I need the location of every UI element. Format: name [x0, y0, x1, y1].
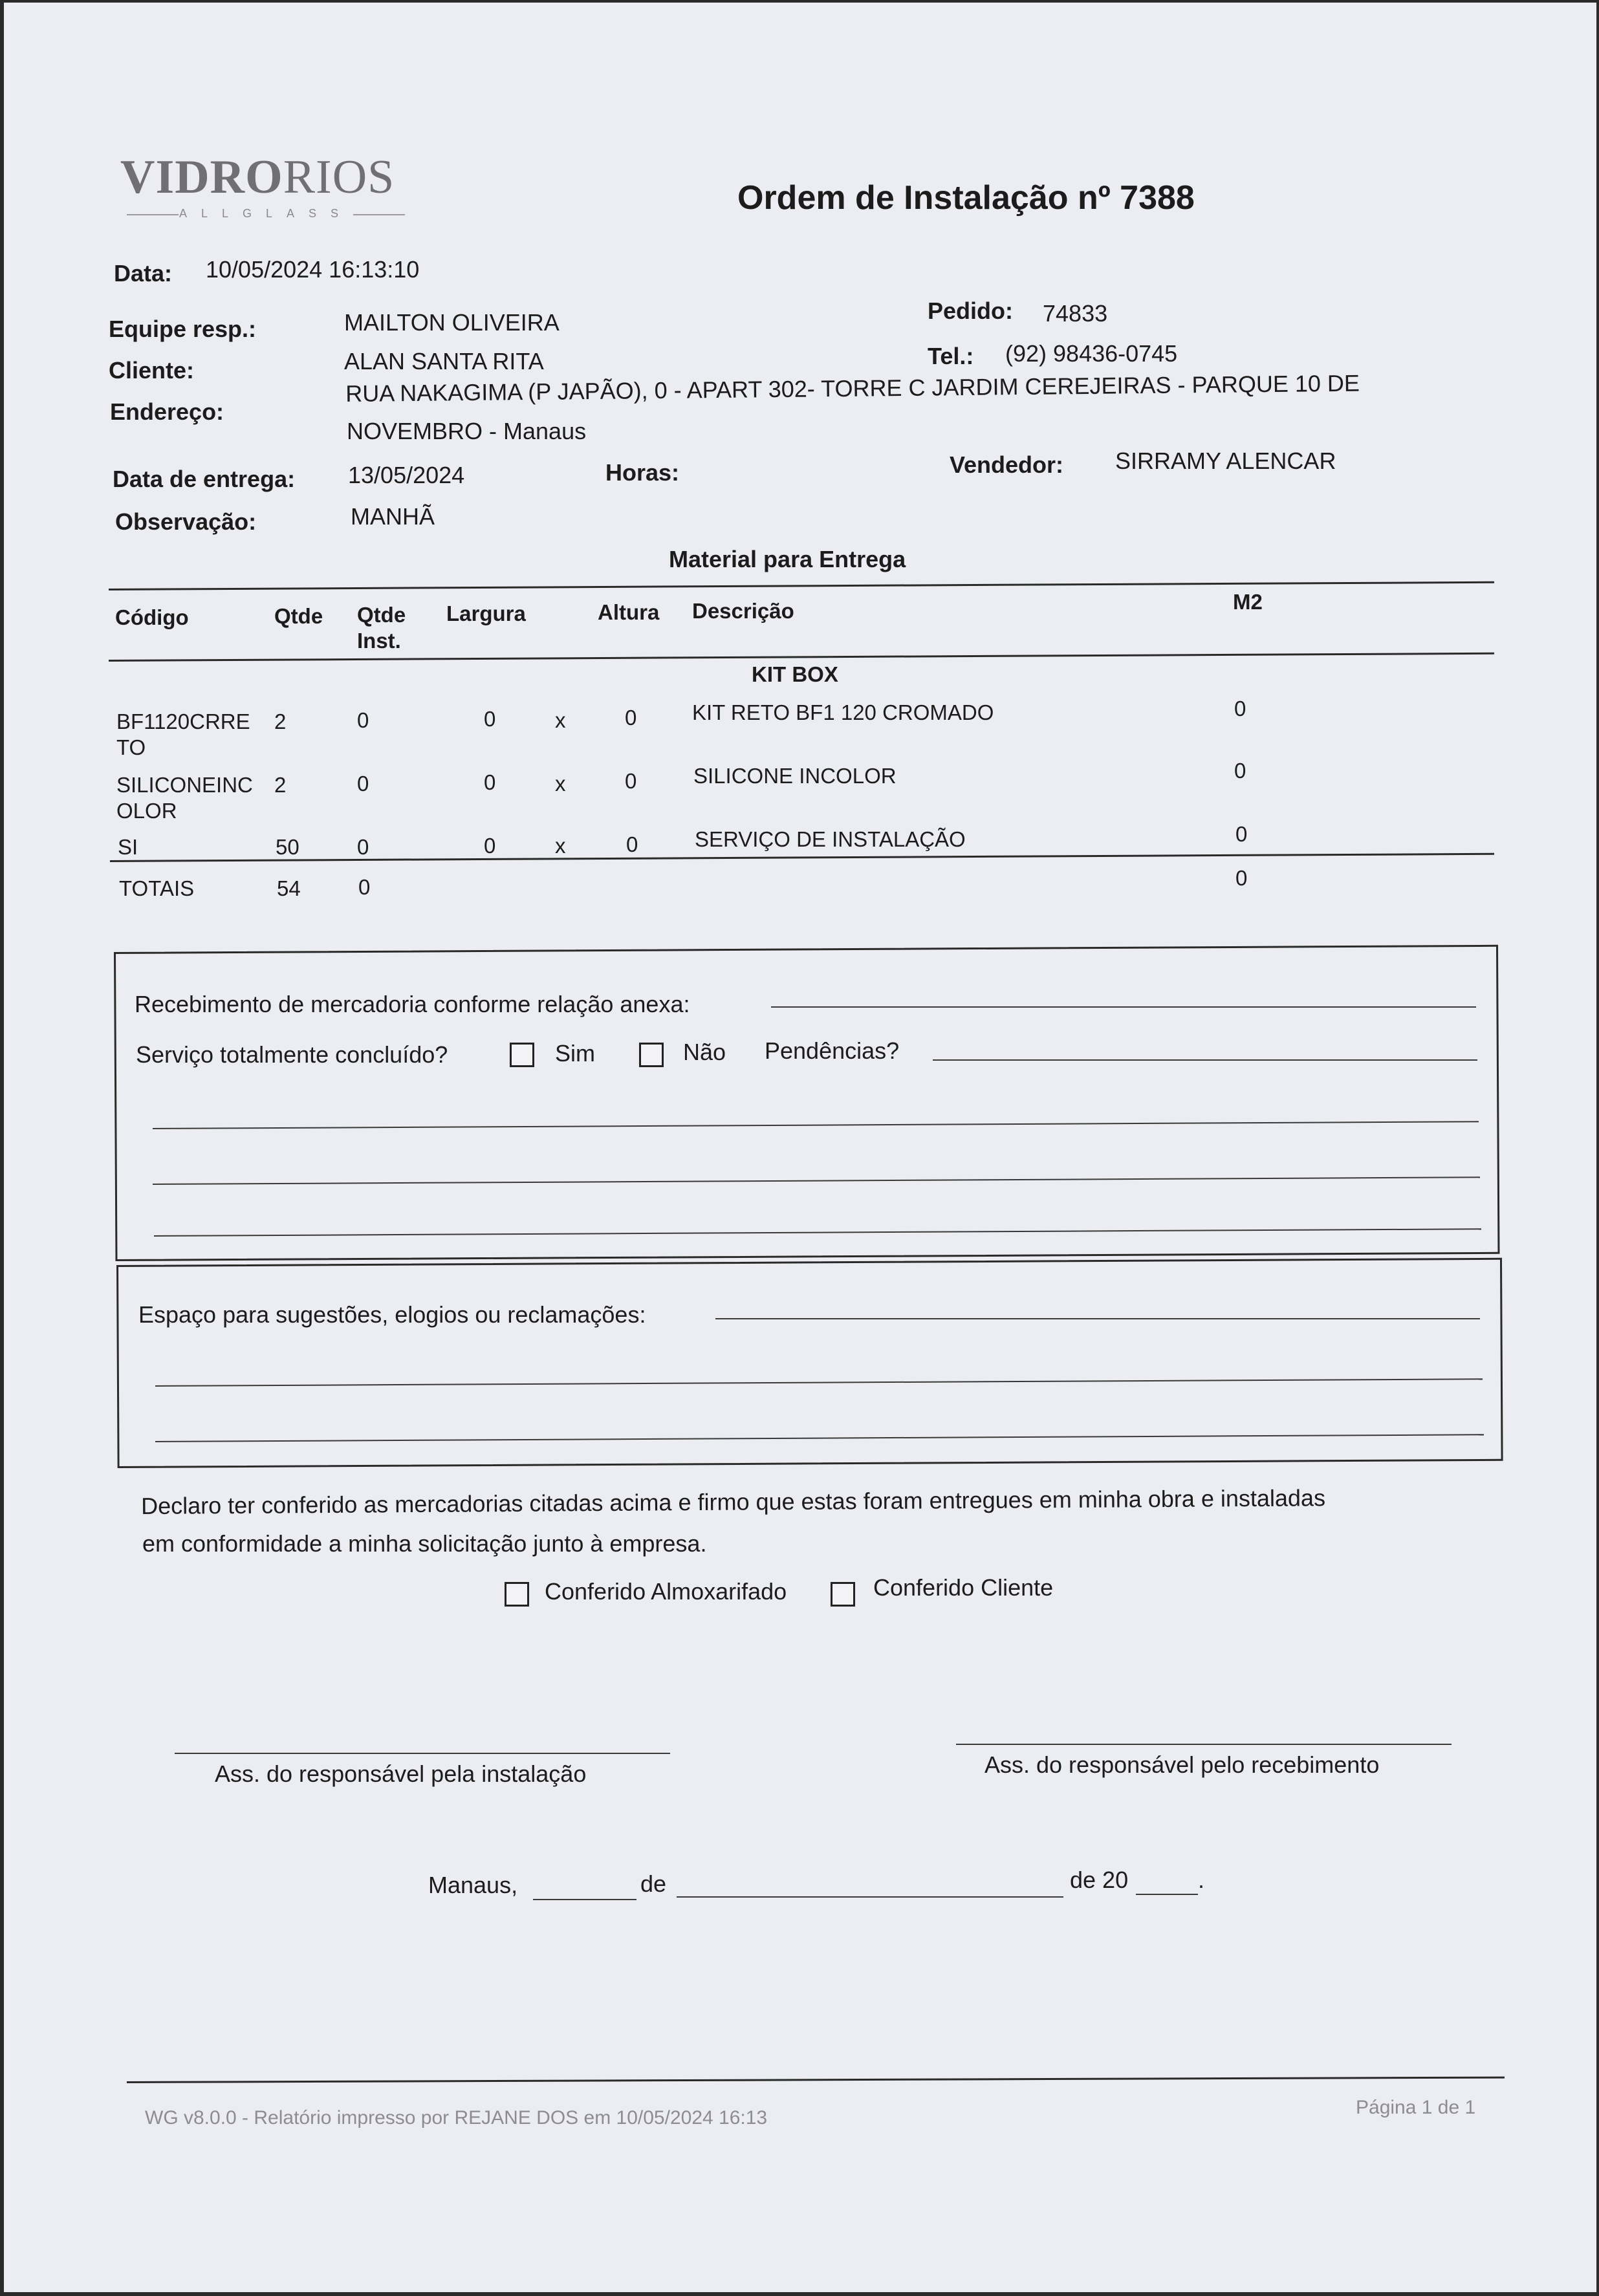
row-code: SILICONEINC: [116, 773, 253, 797]
row-code: SI: [118, 835, 138, 859]
material-section-title: Material para Entrega: [669, 546, 906, 572]
address-line-2: NOVEMBRO - Manaus: [347, 418, 587, 444]
receipt-line: [771, 1006, 1476, 1008]
conferido-cliente-checkbox[interactable]: [831, 1582, 855, 1607]
place-de-2: de 20: [1070, 1867, 1129, 1893]
row-width: 0: [484, 707, 496, 731]
date-value: 10/05/2024 16:13:10: [206, 256, 420, 283]
footer-print-info: WG v8.0.0 - Relatório impresso por REJANE DOS em 10/05/2024 16:13: [145, 2107, 768, 2128]
document-title: Ordem de Instalação nº 7388: [737, 179, 1195, 217]
col-header-qty-inst-2: Inst.: [357, 629, 401, 653]
date-label: Data:: [114, 260, 173, 287]
table-top-rule: [109, 581, 1494, 590]
row-height: 0: [625, 769, 637, 793]
day-line: [533, 1899, 636, 1900]
row-m2: 0: [1234, 697, 1246, 720]
signature-line-right: [956, 1744, 1452, 1745]
col-header-width: Largura: [446, 601, 526, 625]
col-header-code: Código: [115, 605, 189, 629]
company-logo: VIDRORIOS ALLGLASS: [120, 150, 395, 205]
suggestions-label: Espaço para sugestões, elogios ou reclamações:: [138, 1301, 646, 1328]
signature-right-label: Ass. do responsável pelo recebimento: [984, 1751, 1380, 1778]
place-de-1: de: [640, 1870, 667, 1897]
signature-left-label: Ass. do responsável pela instalação: [215, 1760, 587, 1787]
footer-page-number: Página 1 de 1: [1356, 2097, 1476, 2118]
declaration-line-1: Declaro ter conferido as mercadorias citadas acima e firmo que estas foram entregues em minha obra e instaladas: [141, 1484, 1326, 1519]
suggestions-line: [715, 1318, 1480, 1319]
hours-label: Horas:: [605, 459, 680, 486]
row-qty: 2: [274, 773, 287, 797]
row-code-cont: TO: [116, 735, 146, 759]
declaration-line-2: em conformidade a minha solicitação junto à empresa.: [142, 1530, 707, 1557]
observation-label: Observação:: [115, 508, 257, 535]
conferido-almoxarifado-label: Conferido Almoxarifado: [545, 1578, 787, 1605]
place-dot: .: [1198, 1867, 1205, 1893]
year-line: [1136, 1894, 1198, 1895]
totals-qty-inst: 0: [358, 875, 371, 899]
client-value: ALAN SANTA RITA: [344, 348, 544, 374]
delivery-date-label: Data de entrega:: [113, 466, 296, 492]
totals-m2: 0: [1235, 866, 1248, 890]
row-description: SILICONE INCOLOR: [693, 764, 897, 788]
sim-checkbox[interactable]: [510, 1043, 534, 1067]
row-qty: 50: [276, 835, 299, 859]
row-description: SERVIÇO DE INSTALAÇÃO: [695, 827, 966, 851]
row-m2: 0: [1235, 822, 1248, 846]
nao-label: Não: [683, 1039, 726, 1065]
place-city: Manaus,: [428, 1872, 518, 1898]
row-width: 0: [484, 770, 496, 794]
totals-label: TOTAIS: [119, 876, 195, 900]
row-code-cont: OLOR: [116, 799, 177, 823]
row-qty-inst: 0: [357, 772, 369, 796]
table-totals-rule: [110, 853, 1494, 862]
table-header-rule: [109, 653, 1494, 662]
col-header-height: Altura: [598, 600, 660, 624]
col-header-description: Descrição: [692, 599, 794, 623]
row-x: x: [555, 772, 566, 796]
signature-line-left: [175, 1753, 670, 1754]
seller-value: SIRRAMY ALENCAR: [1115, 448, 1336, 474]
order-label: Pedido:: [928, 298, 1013, 324]
pendencias-label: Pendências?: [765, 1037, 900, 1064]
month-line: [677, 1896, 1063, 1898]
phone-value: (92) 98436-0745: [1005, 340, 1178, 367]
nao-checkbox[interactable]: [639, 1043, 664, 1067]
seller-label: Vendedor:: [950, 451, 1064, 478]
row-qty: 2: [274, 709, 287, 733]
row-description: KIT RETO BF1 120 CROMADO: [692, 700, 994, 724]
observation-value: MANHÃ: [351, 503, 435, 530]
col-header-m2: M2: [1233, 590, 1263, 614]
row-height: 0: [625, 706, 637, 730]
row-width: 0: [484, 834, 496, 858]
conferido-almoxarifado-checkbox[interactable]: [505, 1582, 529, 1607]
row-qty-inst: 0: [357, 708, 369, 732]
footer-rule: [127, 2077, 1505, 2083]
totals-qty: 54: [277, 876, 301, 900]
row-code: BF1120CRRE: [116, 709, 250, 733]
row-height: 0: [626, 832, 638, 856]
service-question: Serviço totalmente concluído?: [136, 1041, 448, 1068]
col-header-qty: Qtde: [274, 604, 323, 628]
group-kit-box: KIT BOX: [752, 662, 838, 686]
row-qty-inst: 0: [357, 835, 369, 859]
order-value: 74833: [1043, 300, 1108, 327]
row-x: x: [555, 834, 566, 858]
document-sheet: [4, 3, 1596, 2292]
conferido-cliente-label: Conferido Cliente: [873, 1574, 1054, 1601]
row-m2: 0: [1234, 759, 1246, 783]
delivery-date-value: 13/05/2024: [348, 462, 465, 488]
receipt-label: Recebimento de mercadoria conforme relação anexa:: [135, 991, 690, 1017]
team-value: MAILTON OLIVEIRA: [344, 309, 560, 336]
address-line-1: RUA NAKAGIMA (P JAPÃO), 0 - APART 302- TORRE C JARDIM CEREJEIRAS - PARQUE 10 DE: [345, 369, 1360, 407]
col-header-qty-inst: Qtde: [357, 603, 406, 627]
client-label: Cliente:: [109, 357, 195, 384]
phone-label: Tel.:: [928, 343, 974, 369]
suggestions-box: [116, 1258, 1503, 1468]
team-label: Equipe resp.:: [109, 316, 257, 342]
sim-label: Sim: [555, 1040, 595, 1067]
pendencias-line: [933, 1059, 1477, 1061]
address-label: Endereço:: [110, 398, 224, 425]
row-x: x: [555, 708, 566, 732]
